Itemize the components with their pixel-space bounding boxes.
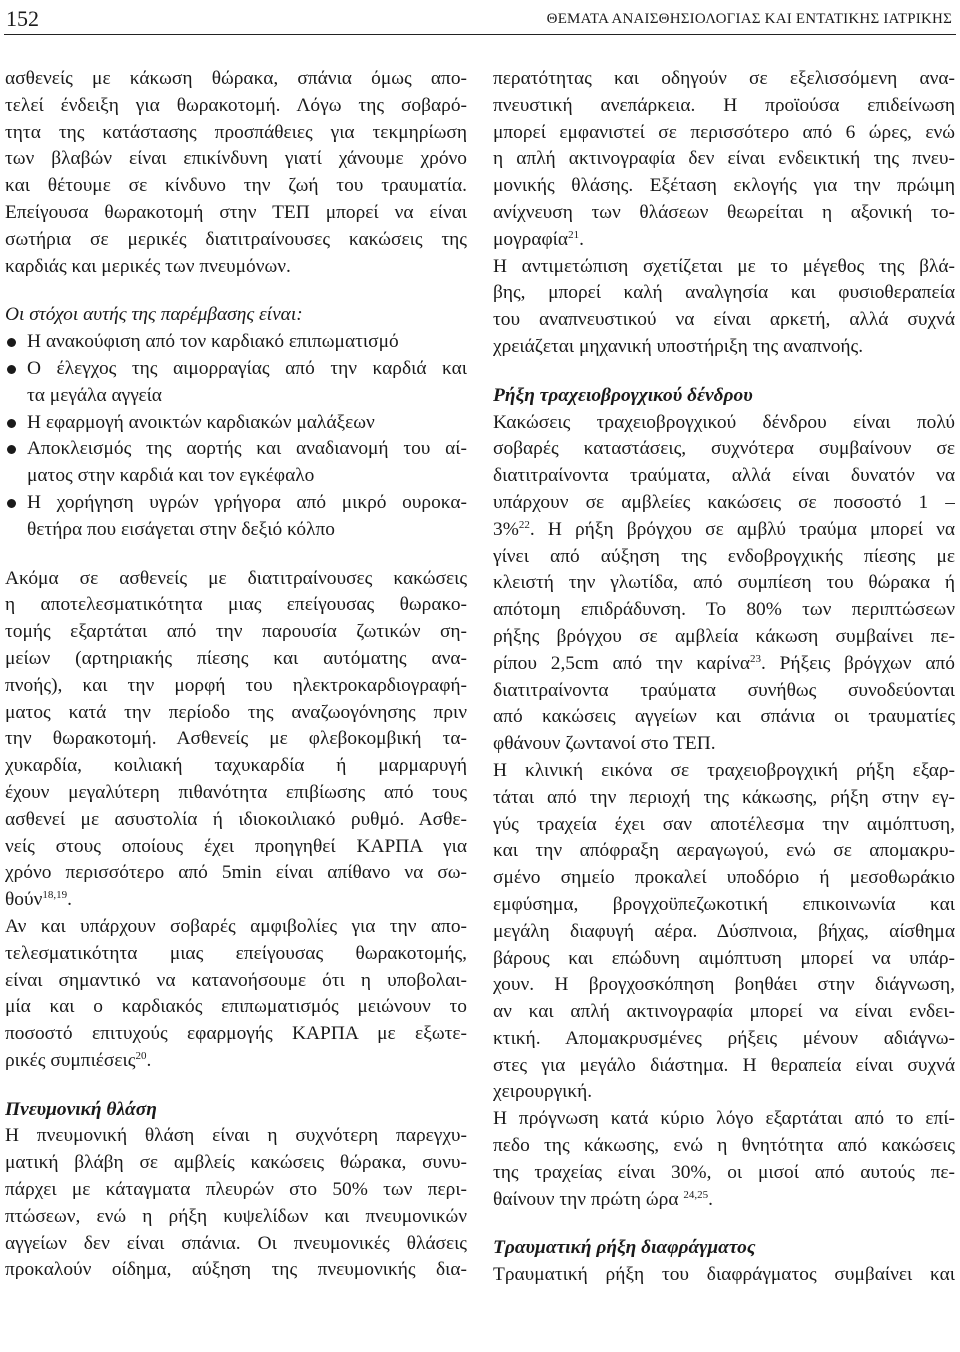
text-line: η αποτελεσματικότητα μιας επείγουσας θωρακο-	[5, 594, 467, 616]
bullet-text: Η χορήγηση υγρών γρήγορα από μικρό ουροκα-	[27, 491, 467, 513]
text-line: μπορεί εμφανιστεί σε περισσότερο από 6 ώρες, ενώ	[493, 121, 955, 143]
text-line: Αν και υπάρχουν σοβαρές αμφιβολίες για την απο-	[5, 915, 467, 937]
section-heading-pulmonary-contusion: Πνευμονική θλάση	[5, 1098, 157, 1120]
text-line: περατότητας και οδηγούν σε εξελισσόμενη ανα-	[493, 68, 955, 89]
bullet-line	[5, 463, 467, 490]
bullet-icon	[7, 499, 16, 508]
paragraph-gap	[5, 1075, 467, 1097]
text-line: στες για μεγάλο διάστημα. Η θεραπεία είναι συχνά	[493, 1054, 955, 1076]
citation-ref: 23	[750, 652, 761, 665]
page-header	[0, 0, 960, 52]
bullet-icon	[7, 365, 16, 374]
text-line: φθάνουν ζωντανοί στο ΤΕΠ.	[493, 733, 716, 755]
bullet-line	[5, 356, 467, 383]
text-line: Κακώσεις τραχειοβρογχικού δένδρου είναι πολύ	[493, 411, 955, 433]
bullet-icon	[7, 445, 16, 454]
bullet-line	[5, 490, 467, 517]
text-line: μεγάλη διαφυγή αέρα. Δύσπνοια, βήχας, αίσθημα	[493, 920, 955, 942]
text-line: διατιτραίνοντα τραύματα συνήθως συνοδεύονται	[493, 679, 955, 701]
text-line: χειρουργική.	[493, 1081, 593, 1103]
text-line	[493, 651, 955, 678]
bullet-text: Ο έλεγχος της αιμορραγίας από την καρδιά και	[27, 357, 467, 379]
text-line: η απλή ακτινογραφία δεν είναι ενδεικτική της πνευ-	[493, 148, 955, 170]
text-line	[5, 1048, 467, 1075]
paragraph-gap	[5, 280, 467, 302]
section-heading-tracheobronchial-rupture: Ρήξη τραχειοβρογχικού δένδρου	[493, 384, 753, 406]
paragraph-gap	[493, 361, 955, 383]
text-line: βάρους και επώδυνη αιμόπτυση μπορεί να υπάρ-	[493, 947, 955, 969]
text-line: την θωρακοτομή. Ασθενείς με φλεβοκομβική τα-	[5, 728, 467, 750]
text-span: .	[146, 1049, 152, 1071]
citation-ref: 22	[518, 518, 530, 531]
text-line: Η πνευμονική θλάση είναι η συχνότερη παρεγχυ-	[5, 1125, 467, 1147]
text-span: ρικές συμπιέσεις	[5, 1049, 136, 1071]
text-span: . Η ρήξη βρόγχου σε αμβλύ τραύμα μπορεί να	[529, 518, 955, 540]
text-line: σμένο σημείο προκαλεί υποδόριο ή μεσοθωράκιο	[493, 867, 955, 889]
citation-ref: 21	[568, 228, 580, 241]
bullet-text: τα μεγάλα αγγεία	[27, 384, 162, 406]
text-line	[493, 517, 955, 544]
text-line: απότομη επιδράδυνση. Το 80% των περιπτώσεων	[493, 599, 955, 621]
text-line: σοβαρές καταστάσεις, συχνότερα συμβαίνουν σε	[493, 438, 955, 460]
text-line: και την απόφραξη αεραγωγού, ενώ σε απομακρυ-	[493, 840, 955, 862]
bullet-text: Αποκλεισμός της αορτής και αναδιανομή του αί-	[27, 438, 467, 460]
text-line: και θέτουμε σε κίνδυνο την ζωή του τραυματία.	[5, 175, 467, 197]
bullet-line	[5, 410, 467, 437]
text-line: ανίχνευση των θλάσεων θεωρείται η αξονική το-	[493, 201, 955, 223]
text-line: των βλαβών είναι επικίνδυνη γιατί χάνουμε χρόνο	[5, 148, 467, 170]
text-span: θούν	[5, 889, 43, 911]
text-line: Ακόμα σε ασθενείς με διατιτραίνουσες κακώσεις	[5, 567, 467, 589]
text-line: τητα της κατάστασης προσπάθειες για τεκμηρίωση	[5, 121, 467, 143]
citation-ref: 18,19	[42, 889, 68, 902]
text-line: κτική. Απομακρυσμένες ρήξεις μένουν αδιάγνω-	[493, 1027, 955, 1049]
text-span: .	[67, 889, 72, 911]
text-line: τομής εξαρτάται από την παρουσία ζωτικών ση-	[5, 621, 467, 643]
text-line: καρδιάς και μερικές των πνευμόνων.	[5, 255, 291, 277]
goals-intro: Οι στόχοι αυτής της παρέμβασης είναι:	[5, 304, 303, 326]
text-line: γίνει από αύξηση της ενδοβρογχικής πίεσης με	[493, 545, 955, 567]
text-line: χυκαρδία, κοιλιακή ταχυκαρδία ή μαρμαρυγή	[5, 755, 467, 777]
text-line: ματος κατά την περίοδο της αναζωογόνησης πριν	[5, 701, 467, 723]
text-line: πνευστική ανεπάρκεια. Η προϊούσα επιδείνωση	[493, 94, 955, 116]
text-line: μονικής θλάσης. Εξέταση εκλογής για την πρώιμη	[493, 175, 955, 197]
text-line: κλειστή την γλωτίδα, από συμπίεση του θώρακα ή	[493, 572, 955, 594]
text-line: ποσοστό επιτυχούς εφαρμογής ΚΑΡΠΑ με εξωτε-	[5, 1023, 467, 1045]
bullet-icon	[7, 338, 16, 347]
text-line: τάται από την περιοχή της κάκωσης, ρήξη στην εγ-	[493, 786, 955, 808]
text-line: υπάρχουν σε αμβλείες κακώσεις σε ποσοστό 1 –	[493, 491, 955, 513]
text-line: χρειάζεται μηχανική υποστήριξη της αναπνοής.	[493, 335, 864, 357]
text-line: από κακώσεις αγγείων και σπάνια οι τραυματίες	[493, 706, 955, 728]
text-line: τελεσματικότητα μιας επείγουσας θωρακοτομής,	[5, 942, 467, 964]
left-column	[5, 66, 467, 1284]
text-line: αν και απλή ακτινογραφία μπορεί να είναι ενδει-	[493, 1001, 955, 1023]
header-rule	[4, 34, 956, 35]
bullet-line	[5, 517, 467, 544]
text-line: βης, μπορεί καλή αναλγησία και φυσιοθεραπεία	[493, 282, 955, 304]
text-line: Η αντιμετώπιση σχετίζεται με το μέγεθος της βλά-	[493, 255, 955, 277]
text-line: ασθενεί με ασυστολία ή ιδιοκοιλιακό ρυθμό. Ασθε-	[5, 808, 467, 830]
text-line: Η πρόγνωση κατά κύριο λόγο εξαρτάται από το επί-	[493, 1108, 955, 1130]
text-line: Επείγουσα θωρακοτομή στην ΤΕΠ μπορεί να είναι	[5, 201, 467, 223]
text-line	[5, 887, 467, 914]
paragraph-gap	[493, 1213, 955, 1235]
text-line	[493, 227, 955, 254]
bullet-text: Η ανακούφιση από τον καρδιακό επιπωματισμό	[27, 331, 399, 353]
text-line: χρόνο περισσότερο από 5min είναι απίθανο να σω-	[5, 862, 467, 884]
text-line: μία και ο καρδιακός επιπωματισμός μειώνουν το	[5, 996, 467, 1018]
citation-ref: 24,25	[683, 1188, 709, 1201]
text-line: πτώσεων, ενώ η ρήξη κυψελίδων και πνευμονικών	[5, 1205, 467, 1227]
text-line	[493, 1187, 955, 1214]
text-line: πνοής), και την μορφή του ηλεκτροκαρδιογραφή-	[5, 674, 467, 696]
text-span: μογραφία	[493, 228, 569, 250]
right-column	[493, 66, 955, 1289]
text-line: γύς τραχεία έχει σαν αποτέλεσμα την αιμόπτυση,	[493, 813, 955, 835]
text-span: . Ρήξεις βρόγχων από	[761, 652, 955, 674]
text-line: Η κλινική εικόνα σε τραχειοβρογχική ρήξη εξαρ-	[493, 759, 955, 781]
citation-ref: 20	[135, 1049, 147, 1062]
text-line: νείς στους οποίους έχει προηγηθεί ΚΑΡΠΑ για	[5, 835, 467, 857]
text-line: διατιτραίνοντα τραύματα, αλλά είναι δυνατόν να	[493, 465, 955, 487]
text-span: ρίπου 2,5cm από την καρίνα	[493, 652, 750, 674]
paragraph-gap	[5, 544, 467, 566]
bullet-text: ματος στην καρδιά και τον εγκέφαλο	[27, 465, 315, 487]
text-line: σωτήρια σε μερικές διατιτραίνουσες κακώσεις της	[5, 228, 467, 250]
running-title: ΘΕΜΑΤΑ ΑΝΑΙΣΘΗΣΙΟΛΟΓΙΑΣ ΚΑΙ ΕΝΤΑΤΙΚΗΣ ΙΑΤΡΙΚΗΣ	[546, 11, 952, 27]
bullet-icon	[7, 419, 16, 428]
bullet-text: Η εφαρμογή ανοικτών καρδιακών μαλάξεων	[27, 411, 375, 433]
text-line: πάρχει με κάταγματα πλευρών στο 50% των περι-	[5, 1179, 467, 1201]
text-line: προκαλούν οίδημα, αύξηση της πνευμονικής δια-	[5, 1259, 467, 1281]
text-line: ματική βλάβη σε αμβλείς κακώσεις θώρακα, συνυ-	[5, 1152, 467, 1174]
text-line: είναι σημαντικό να κατανοήσουμε ότι η υποβολαι-	[5, 969, 467, 991]
bullet-text: θετήρα που εισάγεται στην δεξιό κόλπο	[27, 518, 335, 540]
text-line: της τραχείας είναι 30%, οι μισοί από αυτούς πε-	[493, 1161, 955, 1183]
text-line: χουν. Η βρογχοσκόπηση βοηθάει στην διάγνωση,	[493, 974, 955, 996]
text-line: τελεί ένδειξη για θωρακοτομή. Λόγω της σοβαρό-	[5, 94, 467, 116]
text-span: 3%	[493, 518, 519, 540]
text-line: ασθενείς με κάκωση θώρακα, σπάνια όμως απο-	[5, 68, 467, 89]
text-line: μείων (αρτηριακής πίεσης και αυτόματης ανα-	[5, 647, 467, 669]
text-span: .	[708, 1188, 713, 1210]
text-line: αγγείων δεν είναι σπάνια. Οι πνευμονικές θλάσεις	[5, 1232, 467, 1254]
bullet-line	[5, 436, 467, 463]
section-heading-diaphragm-rupture: Τραυματική ρήξη διαφράγματος	[493, 1237, 756, 1259]
bullet-line	[5, 329, 467, 356]
text-line: πεδο της κάκωσης, ενώ η θνητότητα από κακώσεις	[493, 1135, 955, 1157]
text-line: Τραυματική ρήξη του διαφράγματος συμβαίνει και	[493, 1264, 955, 1286]
text-line: έχουν μεγαλύτερη πιθανότητα επιβίωσης από τους	[5, 781, 467, 803]
page-number: 152	[6, 6, 39, 31]
text-line: του αναπνευστικού να είναι αρκετή, αλλά συχνά	[493, 309, 955, 331]
bullet-line	[5, 383, 467, 410]
text-line: ρήξης βρόγχου σε αμβλεία κάκωση συμβαίνει πε-	[493, 625, 955, 647]
text-span: θαίνουν την πρώτη ώρα	[493, 1188, 684, 1210]
text-line: εμφύσημα, βρογχοϋπεζωκοτική επικοινωνία και	[493, 893, 955, 915]
text-span: .	[579, 228, 584, 250]
